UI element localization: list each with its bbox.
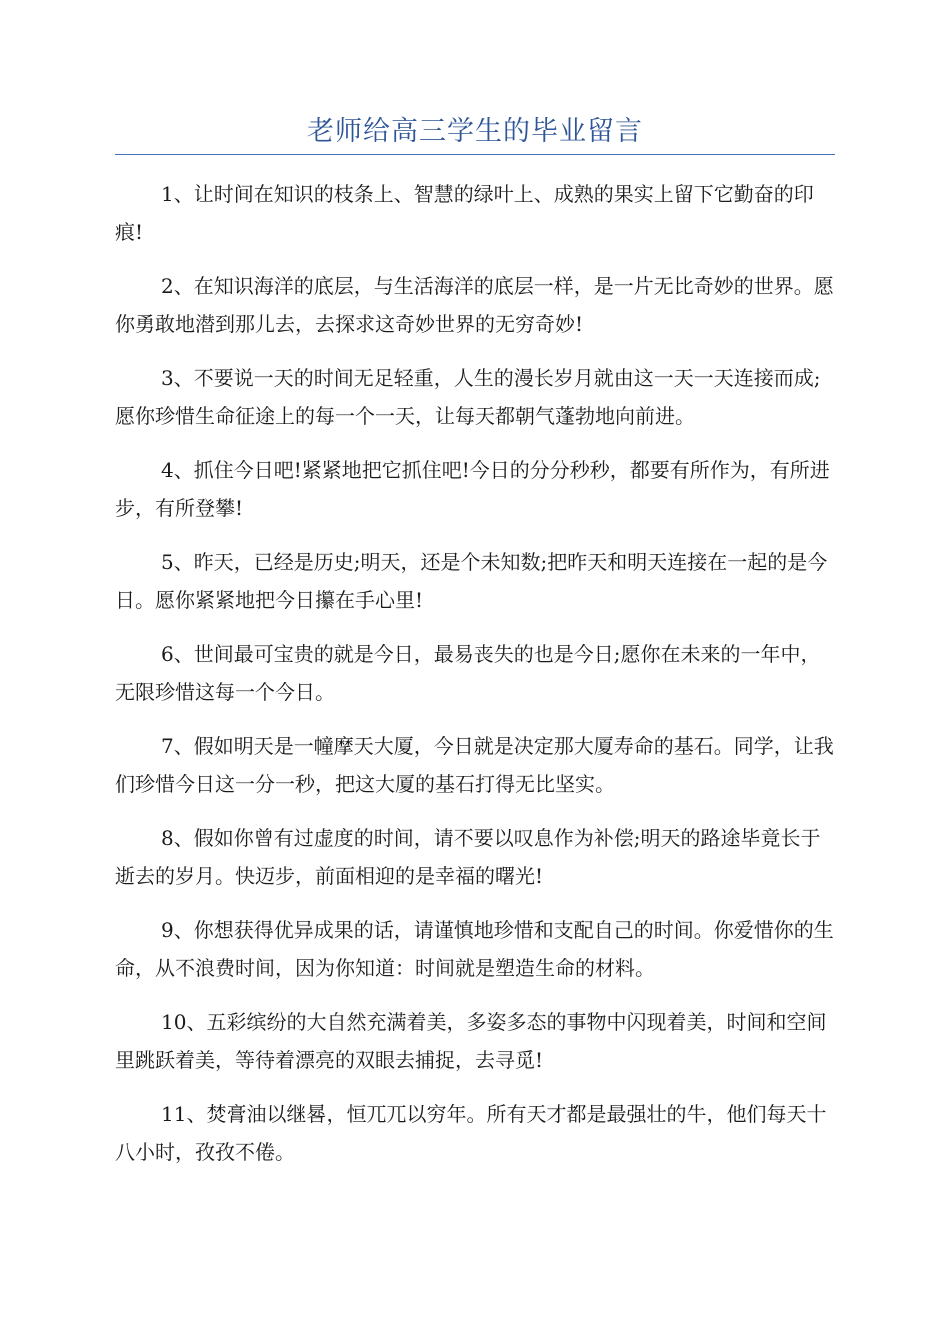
paragraph-9: 9、你想获得优异成果的话，请谨慎地珍惜和支配自己的时间。你爱惜你的生命，从不浪费时间，因为你知道：时间就是塑造生命的材料。 <box>115 918 834 980</box>
paragraph-5: 5、昨天，已经是历史;明天，还是个未知数;把昨天和明天连接在一起的是今日。愿你紧紧地把今日攥在手心里! <box>115 550 828 612</box>
paragraph-4: 4、抓住今日吧!紧紧地把它抓住吧!今日的分分秒秒，都要有所作为，有所进步，有所登攀! <box>115 458 830 520</box>
paragraph-10: 10、五彩缤纷的大自然充满着美，多姿多态的事物中闪现着美，时间和空间里跳跃着美，等待着漂亮的双眼去捕捉，去寻觅! <box>115 1010 827 1072</box>
paragraph-8: 8、假如你曾有过虚度的时间，请不要以叹息作为补偿;明天的路途毕竟长于逝去的岁月。快迈步，前面相迎的是幸福的曙光! <box>115 826 821 888</box>
paragraph-6: 6、世间最可宝贵的就是今日，最易丧失的也是今日;愿你在未来的一年中，无限珍惜这每一个今日。 <box>115 642 821 704</box>
title-underline <box>115 154 835 155</box>
paragraph-2: 2、在知识海洋的底层，与生活海洋的底层一样，是一片无比奇妙的世界。愿你勇敢地潜到那儿去，去探求这奇妙世界的无穷奇妙! <box>115 274 834 336</box>
paragraph-7: 7、假如明天是一幢摩天大厦，今日就是决定那大厦寿命的基石。同学，让我们珍惜今日这一分一秒，把这大厦的基石打得无比坚实。 <box>115 734 834 796</box>
document-body <box>115 175 835 1187</box>
paragraph-3: 3、不要说一天的时间无足轻重，人生的漫长岁月就由这一天一天连接而成;愿你珍惜生命征途上的每一个一天，让每天都朝气蓬勃地向前进。 <box>115 366 821 428</box>
paragraph-1: 1、让时间在知识的枝条上、智慧的绿叶上、成熟的果实上留下它勤奋的印痕! <box>115 182 814 244</box>
paragraph-11: 11、焚膏油以继晷，恒兀兀以穷年。所有天才都是最强壮的牛，他们每天十八小时，孜孜不倦。 <box>115 1102 827 1164</box>
document-title: 老师给高三学生的毕业留言 <box>307 116 643 147</box>
